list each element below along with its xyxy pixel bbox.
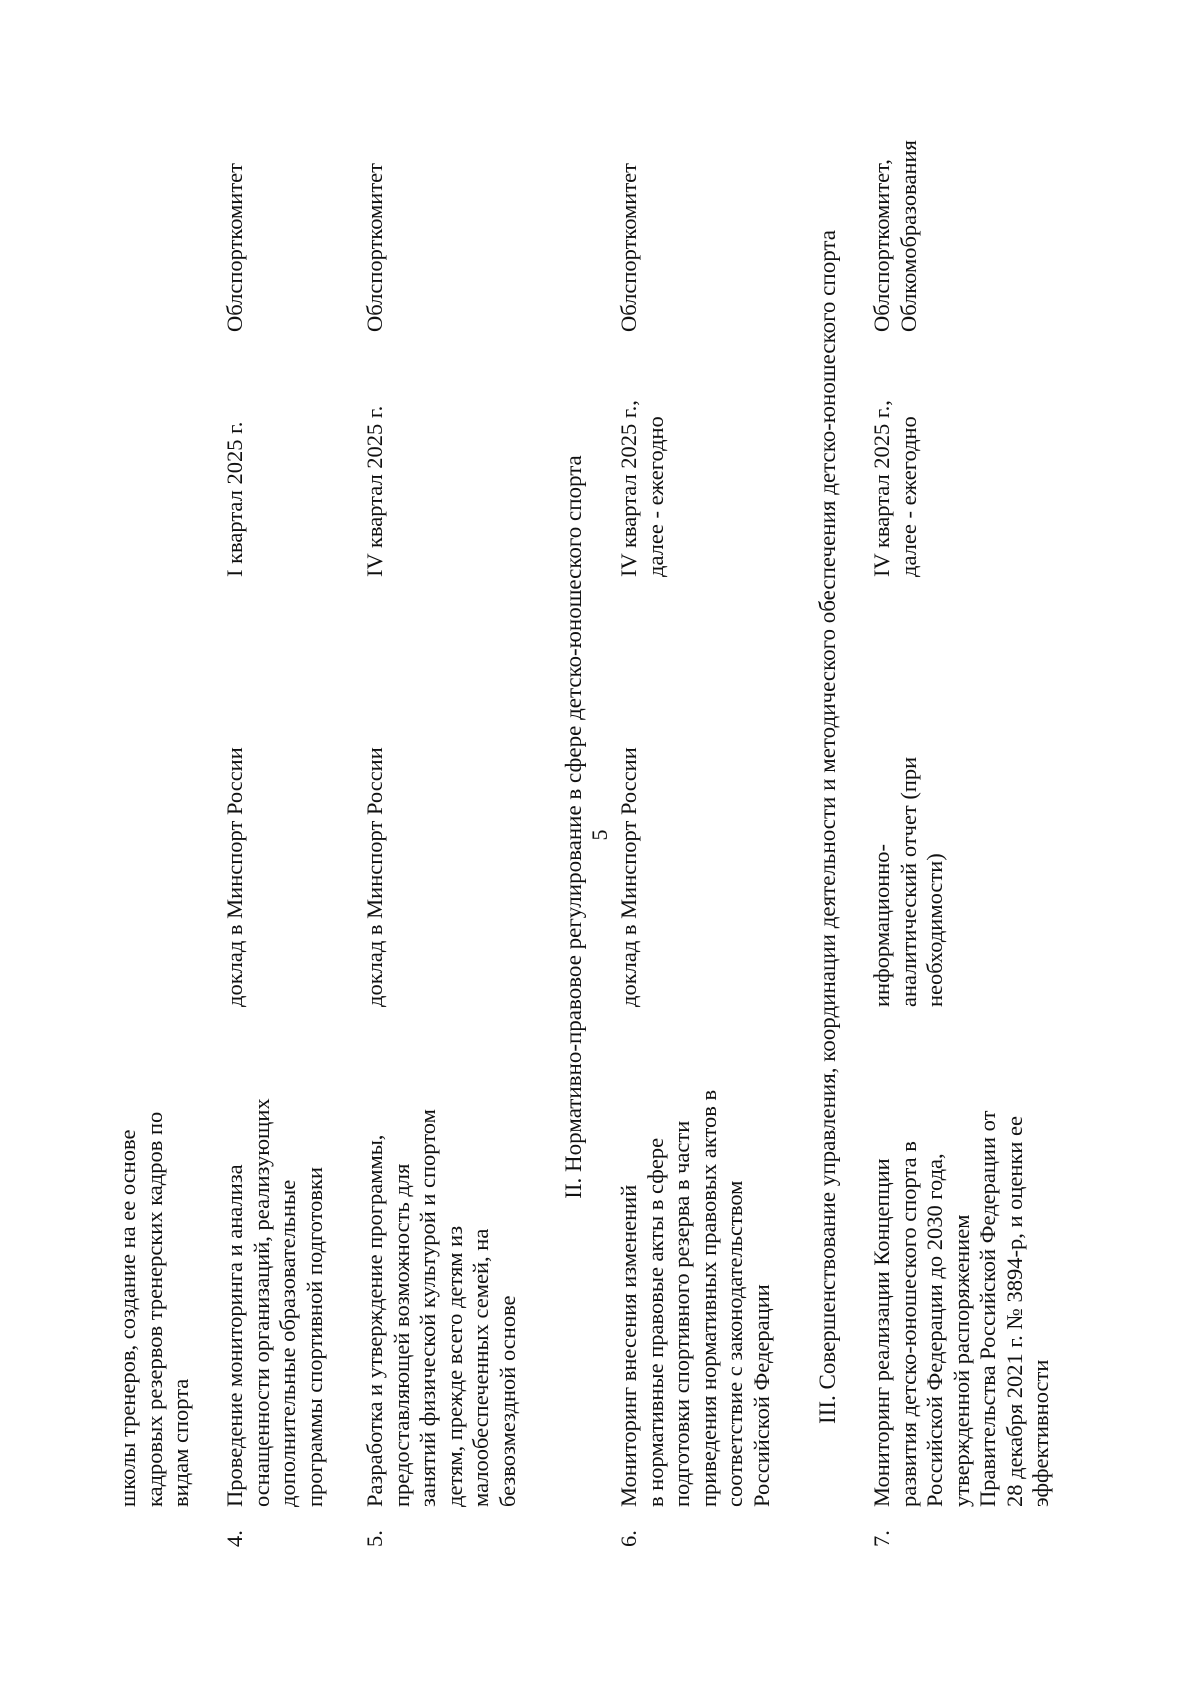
row-5-responsible: Облспорткомитет (362, 163, 387, 332)
row-4-event: Проведение мониторинга и анализа оснащенности организаций, реализующих дополнительные образовательные программы спортивной подготовки (222, 1098, 327, 1507)
row-6-deadline: IV квартал 2025 г., далее - ежегодно (616, 400, 668, 577)
row-7-deadline: IV квартал 2025 г., далее - ежегодно (869, 400, 921, 577)
row-5-number: 5. (362, 1530, 387, 1547)
row-6-responsible: Облспорткомитет (616, 163, 641, 332)
section-heading-2: II. Нормативно-правовое регулирование в сфере детско-юношеского спорта (561, 455, 586, 1199)
row-4-responsible: Облспорткомитет (222, 163, 247, 332)
row-5-deadline: IV квартал 2025 г. (362, 405, 387, 577)
table-row-continuation-event: школы тренеров, создание на ее основе кадровых резервов тренерских кадров по видам спорта (115, 1111, 193, 1507)
row-4-result: доклад в Минспорт России (222, 747, 247, 1007)
row-5-result: доклад в Минспорт России (362, 747, 387, 1007)
row-5-event: Разработка и утверждение программы, предоставляющей возможность для занятий физической культурой и спортом детям, прежде всего детям из малообеспеченных семей, на безвозмездной основе (362, 1109, 520, 1507)
row-7-responsible: Облспорткомитет, Облкомобразования (869, 140, 921, 332)
row-6-number: 6. (616, 1530, 641, 1547)
page-number: 5 (587, 829, 612, 841)
row-4-deadline: I квартал 2025 г. (222, 421, 247, 577)
row-4-number: 4. (222, 1530, 247, 1547)
section-heading-3: III. Совершенствование управления, координации деятельности и методического обеспечения детско-юношеского спорта (815, 230, 840, 1424)
row-6-result: доклад в Минспорт России (616, 747, 641, 1007)
row-7-number: 7. (869, 1530, 894, 1547)
row-7-result: информационно- аналитический отчет (при необходимости) (869, 756, 947, 1007)
row-6-event: Мониторинг внесения изменений в нормативные правовые акты в сфере подготовки спортивного резерва в части приведения нормативных правовых актов в соответствие с законодательством Российской Федерации (616, 1089, 774, 1507)
row-7-event: Мониторинг реализации Концепции развития детско-юношеского спорта в Российской Федерации до 2030 года, утвержденной распоряжением Правительства Российской Федерации от 28 декабря 2021 г. № 3894-р, и оценки ее эффективности (869, 1110, 1053, 1507)
